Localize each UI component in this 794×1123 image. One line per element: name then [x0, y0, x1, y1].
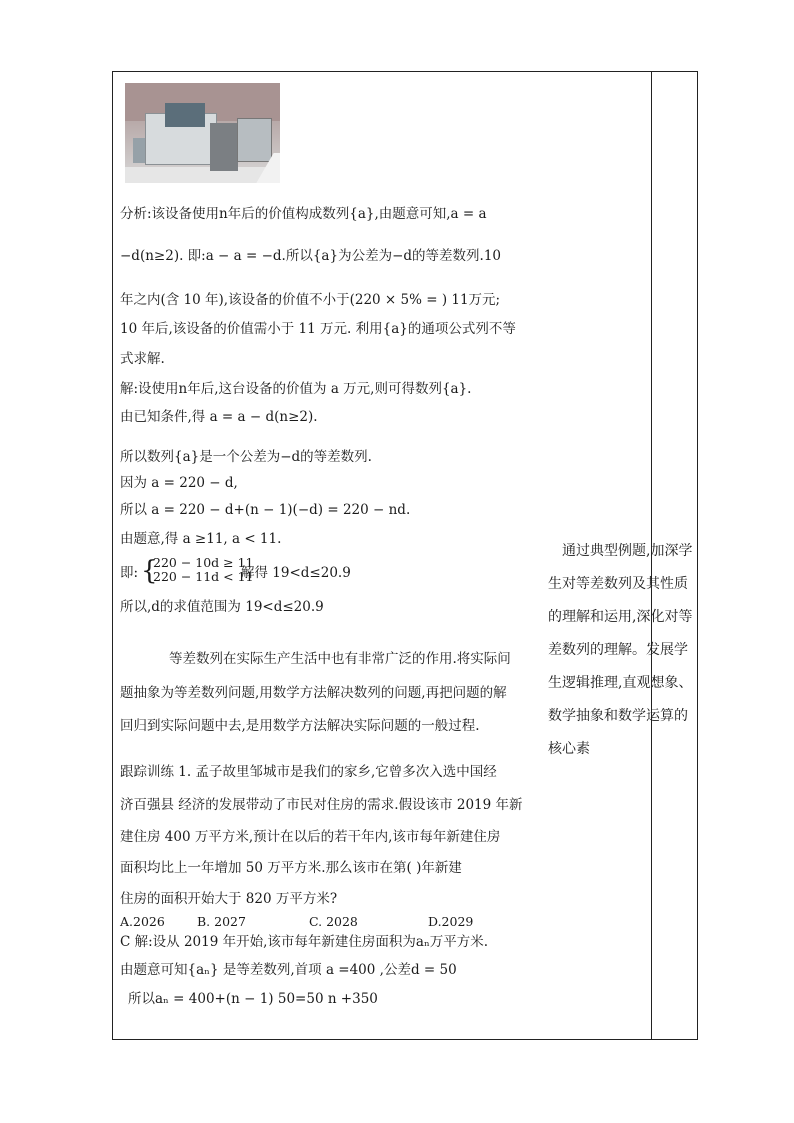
analysis-line-2: −d(n≥2). 即:a − a = −d.所以{a}为公差为−d的等差数列.10: [120, 248, 501, 264]
analysis-line-1: 分析:该设备使用n年后的价值构成数列{a},由题意可知,a = a: [120, 206, 487, 222]
solution-line-3: 所以数列{a}是一个公差为−d的等差数列.: [120, 449, 372, 465]
answer-line-3: 所以aₙ = 400+(n − 1) 50=50 n +350: [128, 991, 378, 1007]
option-c: C. 2028: [309, 914, 358, 929]
solution-line-1: 解:设使用n年后,这台设备的价值为 a 万元,则可得数列{a}.: [120, 381, 472, 397]
exercise-line-2: 济百强县 经济的发展带动了市民对住房的需求.假设该市 2019 年新: [120, 797, 523, 813]
system-prefix: 即:: [120, 565, 139, 581]
exercise-line-3: 建住房 400 万平方米,预计在以后的若干年内,该市每年新建住房: [120, 829, 501, 845]
option-b: B. 2027: [197, 914, 246, 929]
exercise-line-5: 住房的面积开始大于 820 万平方米?: [120, 891, 338, 907]
analysis-line-5: 式求解.: [120, 351, 165, 367]
system-brace: {: [141, 556, 158, 586]
option-d: D.2029: [428, 914, 474, 929]
system-ineq-1: 220 − 10d ≥ 11: [153, 555, 254, 570]
answer-line-2: 由题意可知{aₙ} 是等差数列,首项 a =400 ,公差d = 50: [120, 962, 457, 978]
analysis-line-3: 年之内(含 10 年),该设备的价值不小于(220 × 5% = ) 11万元;: [120, 292, 501, 308]
solution-line-5: 所以 a = 220 − d+(n − 1)(−d) = 220 − nd.: [120, 502, 411, 518]
solution-line-2: 由已知条件,得 a = a − d(n≥2).: [120, 409, 318, 425]
analysis-line-4: 10 年后,该设备的价值需小于 11 万元. 利用{a}的通项公式列不等: [120, 321, 516, 337]
solution-line-4: 因为 a = 220 − d,: [120, 475, 238, 491]
printing-press-photo: [125, 83, 280, 183]
system-ineq-2: 220 − 11d < 11: [153, 569, 254, 584]
answer-line-1: C 解:设从 2019 年开始,该市每年新建住房面积为aₙ万平方米.: [120, 934, 489, 950]
exercise-line-1: 跟踪训练 1. 孟子故里邹城市是我们的家乡,它曾多次入选中国经: [120, 764, 497, 780]
solution-conclusion: 所以,d的求值范围为 19<d≤20.9: [120, 599, 324, 615]
summary-line-1: 等差数列在实际生产生活中也有非常广泛的作用.将实际问: [169, 651, 511, 667]
summary-line-2: 题抽象为等差数列问题,用数学方法解决数列的问题,再把问题的解: [120, 685, 507, 701]
summary-line-3: 回归到实际问题中去,是用数学方法解决实际问题的一般过程.: [120, 718, 480, 734]
option-a: A.2026: [120, 914, 165, 929]
exercise-line-4: 面积均比上一年增加 50 万平方米.那么该市在第( )年新建: [120, 860, 462, 876]
system-result: 解得 19<d≤20.9: [241, 565, 351, 581]
solution-line-6: 由题意,得 a ≥11, a < 11.: [120, 531, 282, 547]
teaching-intent-note: 通过典型例题,加深学生对等差数列及其性质的理解和运用,深化对等差数列的理解。发展学生逻辑推理,直观想象、数学抽象和数学运算的核心素: [548, 543, 693, 757]
